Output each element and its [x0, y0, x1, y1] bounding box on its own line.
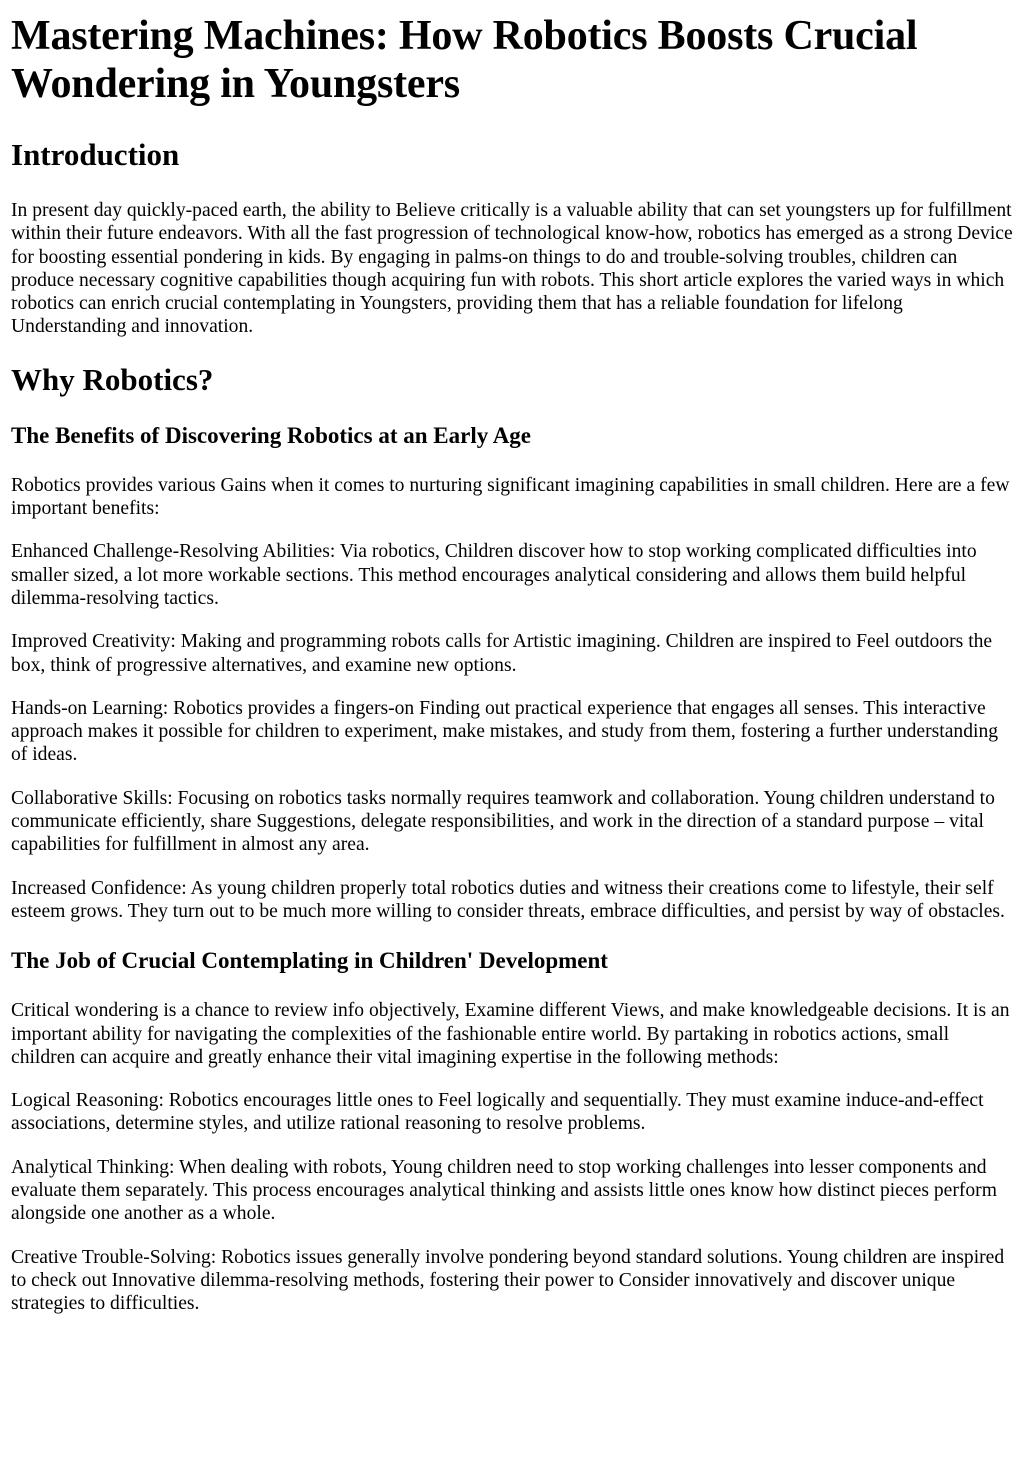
subsection-heading-critical-thinking-role: The Job of Crucial Contemplating in Children' Development	[11, 948, 608, 974]
section-heading-introduction: Introduction	[11, 137, 180, 172]
article-title: Mastering Machines: How Robotics Boosts Crucial Wondering in Youngsters	[11, 13, 918, 107]
benefit-item-creativity: Improved Creativity: Making and programming robots calls for Artistic imagining. Children are inspired to Feel outdoors the box, think of progressive alternatives, and examine new options.	[11, 631, 993, 676]
role-intro-paragraph: Critical wondering is a chance to review info objectively, Examine different Views, and make knowledgeable decisions. It is an important ability for navigating the complexities of the fashionable entire world. By partaking in robotics actions, small children can acquire and greatly enhance their vital imagining expertise in the following methods:	[11, 1000, 1010, 1068]
benefits-intro-paragraph: Robotics provides various Gains when it comes to nurturing significant imagining capabilities in small children. Here are a few important benefits:	[11, 474, 1010, 520]
subsection-heading-benefits: The Benefits of Discovering Robotics at an Early Age	[11, 422, 532, 448]
role-item-analytical-thinking: Analytical Thinking: When dealing with robots, Young children need to stop working challenges into lesser components and evaluate them separately. This process encourages analytical thinking and assists little ones know how distinct pieces perform alongside one another as a whole.	[11, 1156, 997, 1225]
section-heading-why-robotics: Why Robotics?	[11, 361, 214, 397]
benefit-item-hands-on-learning: Hands-on Learning: Robotics provides a fingers-on Finding out practical experience that engages all senses. This interactive approach makes it possible for children to experiment, make mistakes, and study from them, fostering a further understanding of ideas.	[11, 697, 999, 766]
introduction-paragraph: In present day quickly-paced earth, the ability to Believe critically is a valuable ability that can set youngsters up for fulfillment within their future endeavors. With all the fast progression of technological know-how, robotics has emerged as a strong Device for boosting essential pondering in kids. By engaging in palms-on things to do and trouble-solving troubles, children can produce necessary cognitive capabilities though acquiring fun with robots. This short article explores the varied ways in which robotics can enrich crucial contemplating in Youngsters, providing them that has a reliable foundation for lifelong Understanding and innovation.	[11, 200, 1013, 338]
role-item-logical-reasoning: Logical Reasoning: Robotics encourages little ones to Feel logically and sequentially. They must examine induce-and-effect associations, determine styles, and utilize rational reasoning to resolve problems.	[11, 1090, 984, 1135]
article	[0, 12, 1024, 1316]
benefit-item-problem-solving: Enhanced Challenge-Resolving Abilities: Via robotics, Children discover how to stop working complicated difficulties into smaller sized, a lot more workable sections. This method encourages analytical considering and allows them build helpful dilemma-resolving tactics.	[11, 541, 977, 609]
benefit-item-collaborative-skills: Collaborative Skills: Focusing on robotics tasks normally requires teamwork and collaboration. Young children understand to communicate efficiently, share Suggestions, delegate responsibilities, and work in the direction of a standard purpose – vital capabilities for fulfillment in almost any area.	[11, 787, 995, 856]
role-item-creative-problem-solving: Creative Trouble-Solving: Robotics issues generally involve pondering beyond standard solutions. Young children are inspired to check out Innovative dilemma-resolving methods, fostering their power to Consider innovatively and discover unique strategies to difficulties.	[11, 1246, 1005, 1315]
benefit-item-confidence: Increased Confidence: As young children properly total robotics duties and witness their creations come to lifestyle, their self esteem grows. They turn out to be much more willing to consider threats, embrace difficulties, and persist by way of obstacles.	[11, 877, 1005, 922]
